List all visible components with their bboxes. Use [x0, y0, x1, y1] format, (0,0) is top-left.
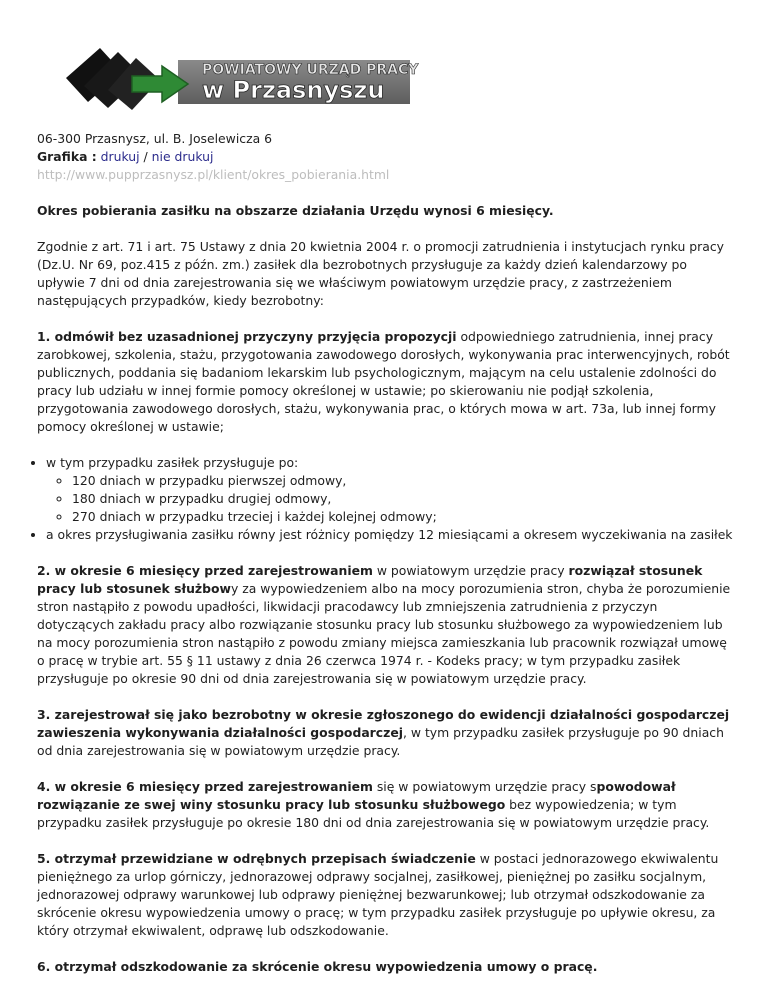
print-link[interactable]: drukuj — [100, 149, 140, 164]
heading-text: Okres pobierania zasiłku na obszarze działania Urzędu wynosi 6 miesięcy. — [37, 203, 554, 218]
point-3-text: , w tym przypadku zasiłek przysługuje po 90 dniach od dnia zarejestrowania się w powiatowym urzędzie pracy. — [37, 725, 724, 758]
sub-list-item: ◦ 120 dniach w przypadku pierwszej odmowy, — [72, 472, 737, 490]
point-5 — [37, 850, 737, 940]
grafika-separator: / — [143, 149, 148, 164]
point-6 — [37, 958, 737, 976]
point-4-text-b: bez wypowiedzenia; w tym przypadku zasiłek przysługuje po okresie 180 dni od dnia zarejestrowania się w powiatowym urzędzie pracy. — [37, 797, 710, 830]
point-4-text-a: się w powiatowym urzędzie pracy s — [372, 779, 597, 794]
list-item: • a okres przysługiwania zasiłku równy jest różnicy pomiędzy 12 miesiącami a okresem wyczekiwania na zasiłek — [46, 526, 737, 544]
grafika-label: Grafika : — [37, 149, 97, 164]
point-2-bold-b: rozwiązał stosunek pracy lub stosunek służbow — [37, 563, 703, 596]
logo — [60, 40, 420, 110]
noprint-link[interactable]: nie drukuj — [151, 149, 214, 164]
intro-paragraph: Zgodnie z art. 71 i art. 75 Ustawy z dnia 20 kwietnia 2004 r. o promocji zatrudnienia i instytucjach rynku pracy (Dz.U. Nr 69, poz.415 z późn. zm.) zasiłek dla bezrobotnych przysługuje za każdy dzień kalendarzowy po upływie 7 dni od dnia zarejestrowania się we właściwym powiatowym urzędzie pracy, z zastrzeżeniem następujących przypadków, kiedy bezrobotny: — [37, 239, 724, 308]
point-1-bold: 1. odmówił bez uzasadnionej przyczyny przyjęcia propozycji — [37, 329, 457, 344]
sub-list — [46, 472, 737, 526]
heading — [37, 202, 737, 220]
point-2-text-b: y za wypowiedzeniem albo na mocy porozumienia stron, chyba że porozumienie stron nastąpiło z powodu upadłości, likwidacji pracodawcy lub zmniejszenia zatrudnienia z przyczyn dotyczących zakładu pracy albo rozwiązanie stosunku pracy lub stosunku służbowego za wypowiedzeniem lub na mocy porozumienia stron nastąpiło z powodu zmiany miejsca zamieszkania lub pracownik rozwiązał umowę o pracę w trybie art. 55 § 11 ustawy z dnia 26 czerwca 1974 r. - Kodeks pracy; w tym przypadku zasiłek przysługuje po okresie 90 dni od dnia zarejestrowania się w powiatowym urzędzie pracy. — [37, 581, 731, 686]
point-3-bold: 3. zarejestrował się jako bezrobotny w okresie zgłoszonego do ewidencji działalności gospodarczej zawieszenia wykonywania działalności gospodarczej — [37, 707, 730, 740]
list-item — [46, 454, 737, 526]
logo-line2: w Przasnyszu — [202, 76, 385, 104]
waiting-list — [37, 454, 737, 544]
point-4 — [37, 778, 737, 832]
point-1 — [37, 328, 737, 436]
point-6-bold: 6. otrzymał odszkodowanie za skrócenie okresu wypowiedzenia umowy o pracę. — [37, 959, 598, 974]
grafika-line — [37, 148, 737, 166]
page-url: http://www.pupprzasnysz.pl/klient/okres_pobierania.html — [37, 167, 390, 182]
address: 06-300 Przasnysz, ul. B. Joselewicza 6 — [37, 131, 272, 146]
point-5-bold: 5. otrzymał przewidziane w odrębnych przepisach świadczenie — [37, 851, 476, 866]
point-3 — [37, 706, 737, 760]
point-2-bold-a: 2. w okresie 6 miesięcy przed zarejestrowaniem — [37, 563, 373, 578]
point-2 — [37, 562, 737, 688]
logo-line1: POWIATOWY URZĄD PRACY — [202, 62, 419, 78]
list-item-text: w tym przypadku zasiłek przysługuje po: — [46, 455, 299, 470]
page-content — [37, 130, 737, 976]
point-4-bold-b: powodował rozwiązanie ze swej winy stosunku pracy lub stosunku służbowego — [37, 779, 676, 812]
point-4-bold-a: 4. w okresie 6 miesięcy przed zarejestrowaniem — [37, 779, 373, 794]
point-2-text-a: w powiatowym urzędzie pracy — [372, 563, 569, 578]
sub-list-item: ◦ 180 dniach w przypadku drugiej odmowy, — [72, 490, 737, 508]
sub-list-item: ◦ 270 dniach w przypadku trzeciej i każdej kolejnej odmowy; — [72, 508, 737, 526]
point-5-text: w postaci jednorazowego ekwiwalentu pieniężnego za urlop górniczy, jednorazowej odprawy socjalnej, zasiłkowej, pieniężnej po zasiłku socjalnym, jednorazowej odprawy warunkowej lub odprawy pieniężnej bezwarunkowej; lub otrzymał odszkodowanie za skrócenie okresu wypowiedzenia umowy o pracę; w tym przypadku zasiłek przysługuje po upływie okresu, za który otrzymał ekwiwalent, odprawę lub odszkodowanie. — [37, 851, 719, 938]
point-1-text: odpowiedniego zatrudnienia, innej pracy zarobkowej, szkolenia, stażu, przygotowania zawodowego dorosłych, wykonywania prac interwencyjnych, robót publicznych, poddania się badaniom lekarskim lub psychologicznym, mającym na celu ustalenie zdolności do pracy lub udziału w innej formie pomocy określonej w ustawie; po skierowaniu nie podjął szkolenia, przygotowania zawodowego dorosłych, stażu, wykonywania prac, o których mowa w art. 73a, lub innej formy pomocy określonej w ustawie; — [37, 329, 730, 434]
